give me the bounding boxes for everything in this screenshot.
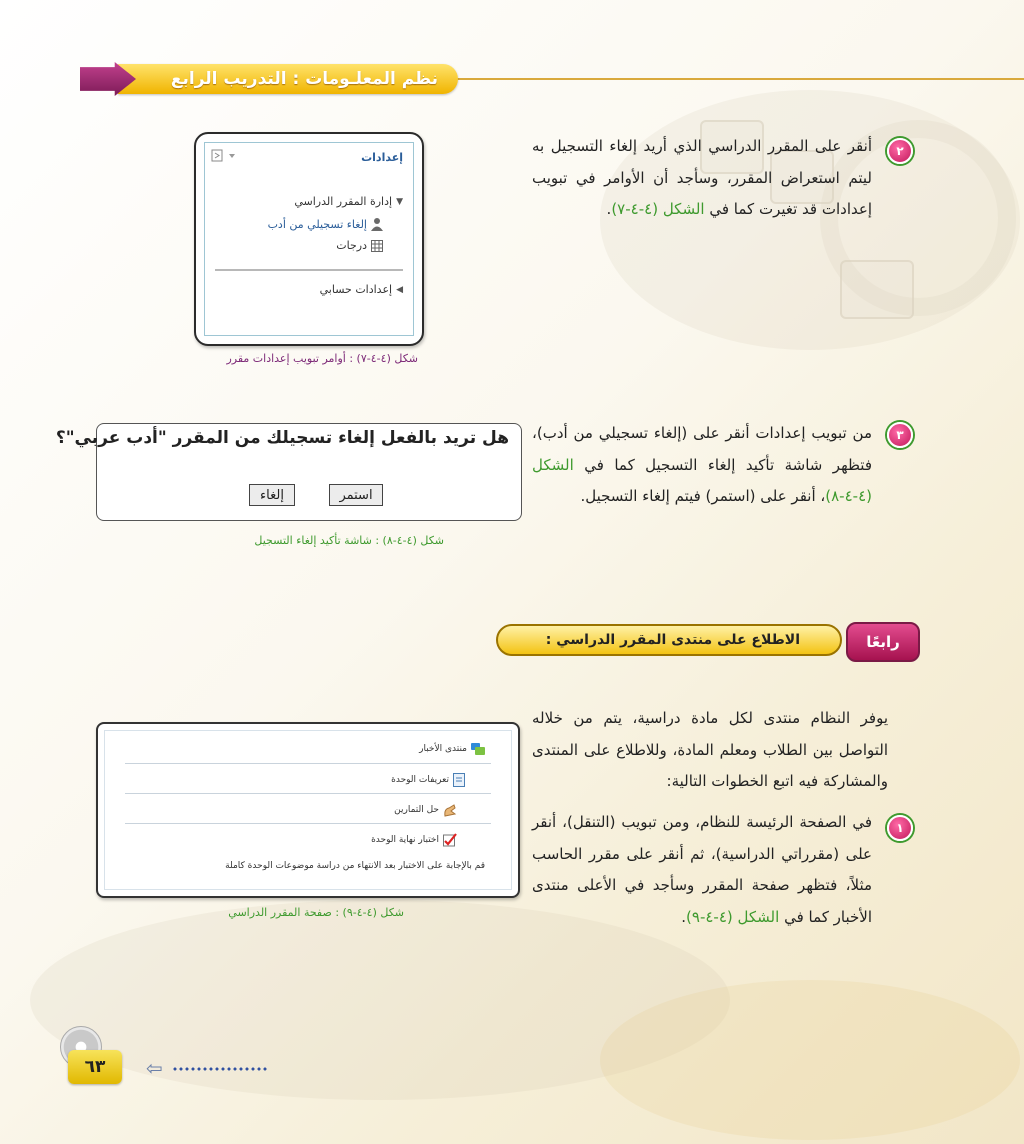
grades-item[interactable]	[336, 239, 383, 252]
quiz-instructions	[225, 861, 485, 871]
grades-table-icon	[371, 240, 383, 252]
account-settings-item[interactable]	[320, 283, 403, 296]
step-2-number: ٢	[896, 144, 904, 158]
manage-course-item[interactable]	[294, 195, 403, 208]
section-heading	[496, 624, 842, 656]
news-forum-item[interactable]	[419, 743, 485, 755]
footer-dotted-line	[172, 1067, 268, 1071]
figure-9-caption: شكل (٤-٤-٩) : صفحة المقرر الدراسي	[228, 906, 404, 919]
unit-definitions-item[interactable]	[391, 773, 465, 787]
document-icon	[453, 773, 465, 787]
step-2-figure-ref: الشكل (٤-٤-٧)	[611, 200, 705, 218]
chapter-title: نظم المعلـومات : التدريب الرابع	[170, 69, 438, 89]
unenrol-item[interactable]	[268, 217, 383, 231]
step-1-text: في الصفحة الرئيسة للنظام، ومن تبويب (التنقل)، أنقر على (مقرراتي الدراسية)، ثم أنقر على مقرر الحاسب مثلاً، فتظهر صفحة المقرر وسأجد في الأعلى منتدى الأخبار كما في	[532, 813, 872, 926]
figure-7-caption: شكل (٤-٤-٧) : أوامر تبويب إعدادات مقرر	[226, 352, 418, 365]
course-page	[104, 730, 512, 890]
user-icon	[371, 217, 383, 231]
settings-panel	[204, 142, 414, 336]
panel-divider	[215, 269, 403, 271]
chapter-banner	[118, 64, 458, 94]
step-2-text-end: .	[606, 200, 612, 218]
cancel-button[interactable]: إلغاء	[249, 484, 295, 506]
step-3-text-end: ، أنقر على (استمر) فيتم إلغاء التسجيل.	[580, 487, 826, 505]
news-forum-label: منتدى الأخبار	[419, 744, 467, 754]
course-divider	[125, 823, 491, 824]
course-divider	[125, 793, 491, 794]
section-tag: رابعًا	[846, 622, 920, 662]
unit-exam-item[interactable]	[371, 833, 457, 847]
step-1-badge	[887, 815, 913, 841]
step-1-number: ١	[896, 821, 904, 835]
page-number-box	[68, 1050, 122, 1084]
step-1-text-end: .	[681, 907, 687, 926]
unit-definitions-label: تعريفات الوحدة	[391, 775, 449, 785]
figure-9-frame	[96, 722, 520, 898]
settings-panel-title: إعدادات	[361, 151, 403, 164]
back-arrow-icon: ⇦	[146, 1056, 163, 1080]
step-3-number: ٣	[896, 428, 904, 442]
unenrol-confirm-dialog	[55, 423, 522, 521]
grades-label: درجات	[336, 239, 367, 252]
step-3-figure-ref: الشكل (٤-٤-٨)	[532, 455, 872, 505]
section-intro: يوفر النظام منتدى لكل مادة دراسية، يتم من خلاله التواصل بين الطلاب ومعلم المادة، وللاطلاع على المنتدى والمشاركة فيه اتبع الخطوات التالية:	[532, 709, 888, 790]
forum-icon	[471, 743, 485, 755]
exercises-label: حل التمارين	[394, 805, 439, 815]
collapse-triangle-icon: ▼	[396, 196, 403, 207]
step-2-paragraph	[532, 131, 872, 226]
course-divider	[125, 763, 491, 764]
header-rule	[440, 78, 1024, 80]
step-1-figure-ref: الشكل (٤-٤-٩)	[686, 907, 780, 926]
manage-course-label: إدارة المقرر الدراسي	[294, 195, 393, 208]
panel-controls[interactable]	[211, 149, 237, 163]
confirm-question: هل تريد بالفعل إلغاء تسجيلك من المقرر "أدب عربي"؟	[55, 428, 509, 448]
quiz-checkmark-icon	[443, 833, 457, 847]
unit-exam-label: اختبار نهاية الوحدة	[371, 835, 439, 845]
section-title: الاطلاع على منتدى المقرر الدراسي :	[545, 632, 800, 648]
step-3-badge	[887, 422, 913, 448]
step-2-badge	[887, 138, 913, 164]
unenrol-label: إلغاء تسجيلي من أدب	[267, 217, 367, 231]
step-2-text: أنقر على المقرر الدراسي الذي أريد إلغاء التسجيل به ليتم استعراض المقرر، وسأجد أن الأوامر في تبويب إعدادات قد تغيرت كما في	[532, 137, 872, 218]
hand-assignment-icon	[443, 803, 457, 817]
account-settings-label: إعدادات حسابي	[319, 283, 393, 296]
exercises-item[interactable]	[394, 803, 457, 817]
figure-7-frame	[194, 132, 424, 346]
quiz-instructions-text: قم بالإجابة على الاختبار بعد الانتهاء من دراسة موضوعات الوحدة كاملة	[225, 861, 485, 871]
expand-triangle-icon: ◀	[396, 284, 403, 295]
step-1-paragraph	[532, 807, 872, 933]
step-3-text: من تبويب إعدادات أنقر على (إلغاء تسجيلي من أدب)، فتظهر شاشة تأكيد إلغاء التسجيل كما في	[532, 424, 872, 474]
page-number: ٦٣	[84, 1057, 106, 1077]
figure-8-caption: شكل (٤-٤-٨) : شاشة تأكيد إلغاء التسجيل	[254, 534, 444, 547]
step-3-paragraph	[532, 418, 872, 513]
continue-button[interactable]: استمر	[329, 484, 383, 506]
